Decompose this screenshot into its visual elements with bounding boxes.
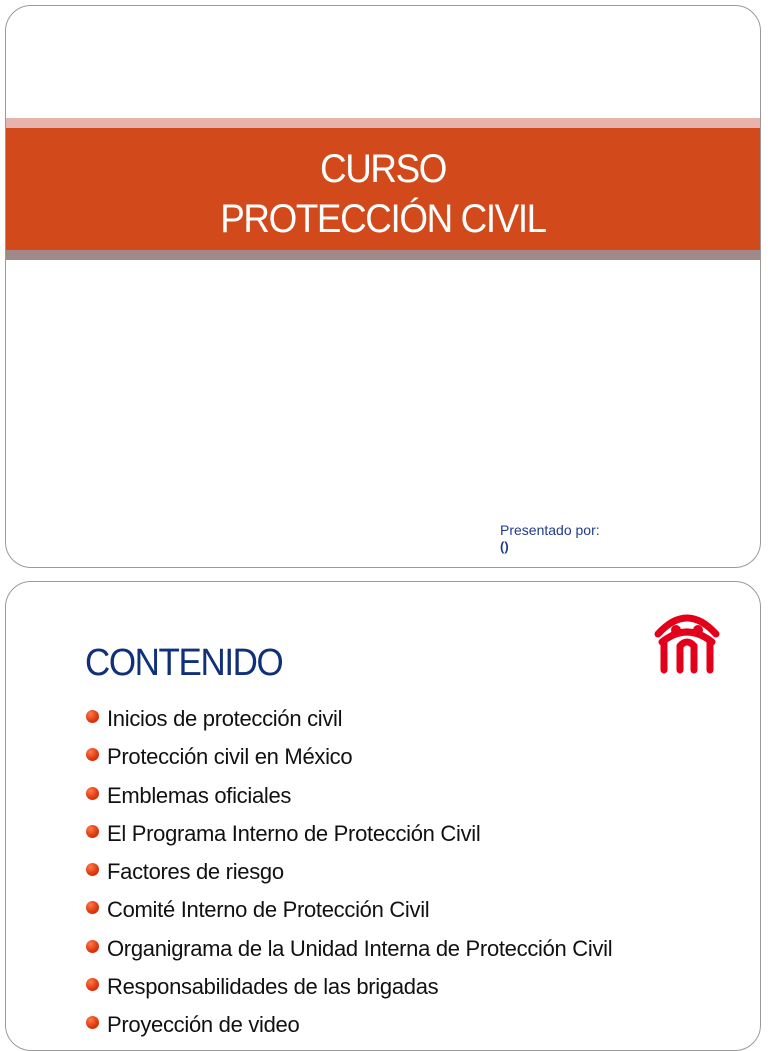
- list-item-text: Organigrama de la Unidad Interna de Protección Civil: [107, 935, 613, 961]
- list-item-text: Inicios de protección civil: [107, 706, 343, 731]
- presenter-label: Presentado por:: [500, 522, 600, 538]
- bullet-icon: [86, 787, 99, 800]
- list-item: [86, 817, 612, 855]
- contents-list: [86, 702, 612, 1047]
- bullet-icon: [86, 1016, 99, 1029]
- list-item-text: Factores de riesgo: [107, 859, 284, 885]
- contents-heading: CONTENIDO: [85, 642, 283, 684]
- bullet-icon: [86, 940, 99, 953]
- bullet-icon: [86, 901, 99, 914]
- list-item-text: Protección civil en México: [107, 744, 353, 770]
- list-item: [86, 702, 612, 740]
- presenter-block: [500, 522, 600, 555]
- bullet-icon: [86, 748, 99, 761]
- bullet-icon: [86, 710, 99, 723]
- title-band-bottom-stripe: [6, 250, 760, 260]
- title-slide: [5, 5, 761, 568]
- list-item: [86, 779, 612, 817]
- list-item: [86, 855, 612, 893]
- title-band-top-stripe: [6, 118, 760, 128]
- bullet-icon: [86, 863, 99, 876]
- list-item-text: Proyección de video: [107, 1012, 300, 1038]
- list-item-text: Responsabilidades de las brigadas: [107, 974, 439, 1000]
- list-item: [86, 740, 612, 778]
- contents-slide: [5, 581, 761, 1051]
- slide-title: [36, 144, 730, 244]
- list-item: [86, 932, 612, 970]
- list-item: [86, 970, 612, 1008]
- title-line-1: CURSO: [319, 147, 446, 191]
- list-item-text: Emblemas oficiales: [107, 782, 292, 808]
- list-item-text: El Programa Interno de Protección Civil: [107, 820, 481, 846]
- bullet-icon: [86, 825, 99, 838]
- list-item: [86, 1008, 612, 1046]
- title-line-2: PROTECCIÓN CIVIL: [220, 197, 546, 241]
- list-item-text: Comité Interno de Protección Civil: [107, 897, 430, 923]
- list-item: [86, 893, 612, 931]
- presenter-name: (): [500, 539, 509, 554]
- bullet-icon: [86, 978, 99, 991]
- organization-logo-icon: [650, 598, 724, 678]
